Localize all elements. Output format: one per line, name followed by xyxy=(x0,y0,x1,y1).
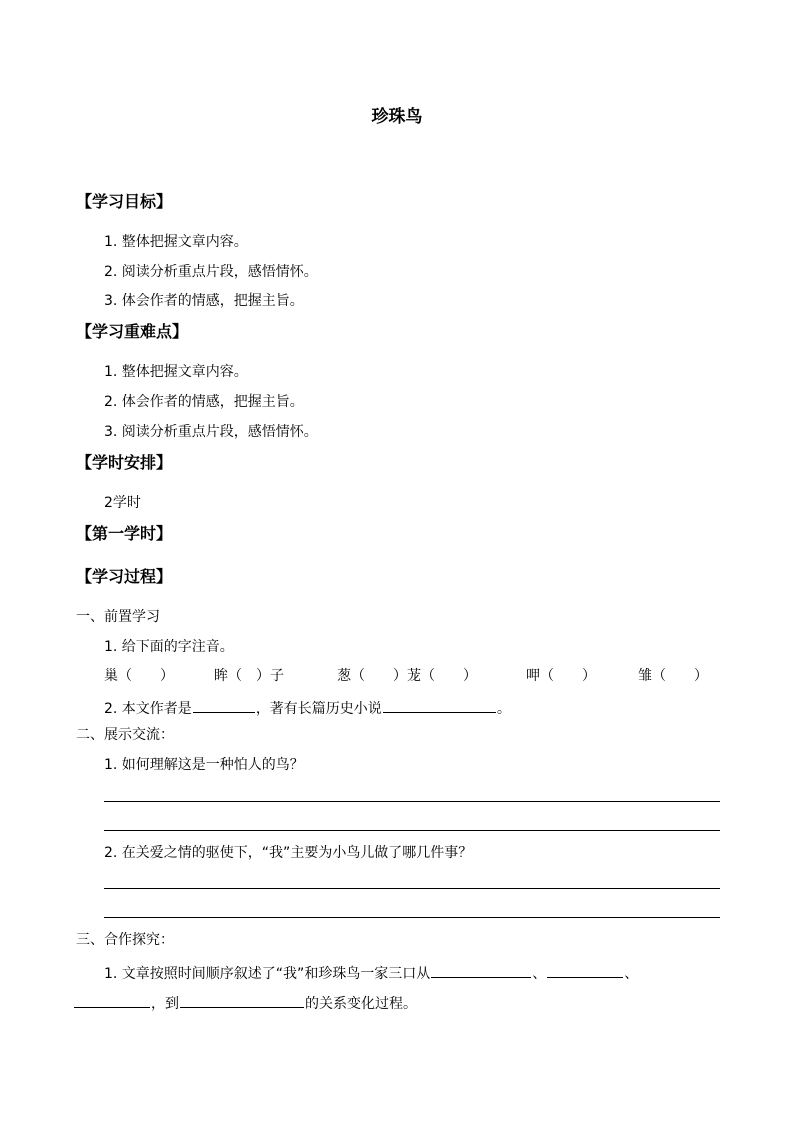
relationship-blank[interactable] xyxy=(431,963,531,978)
part-title-preview: 一、前置学习 xyxy=(76,609,160,625)
separator: 、 xyxy=(532,966,547,982)
section-heading-key-points: 【学习重难点】 xyxy=(76,322,189,341)
separator: 、 xyxy=(624,966,639,982)
question-author-middle: ，著有长篇历史小说 xyxy=(255,701,382,717)
answer-line[interactable] xyxy=(104,917,720,918)
question-author-prefix: 2. 本文作者是 xyxy=(104,701,192,717)
section-heading-first-period: 【第一学时】 xyxy=(76,524,173,543)
pinyin-char: 葱（ ）茏（ ） xyxy=(337,668,477,684)
answer-line[interactable] xyxy=(104,888,720,889)
part-title-exchange: 二、展示交流： xyxy=(76,727,174,743)
question-author xyxy=(104,698,511,716)
key-point-item: 1. 整体把握文章内容。 xyxy=(104,364,248,380)
author-blank[interactable] xyxy=(193,698,255,713)
section-heading-process: 【学习过程】 xyxy=(76,567,173,586)
section-heading-objectives: 【学习目标】 xyxy=(76,192,173,211)
question-author-suffix: 。 xyxy=(496,701,511,717)
pinyin-char: 眸（ ）子 xyxy=(214,668,284,684)
key-point-item: 2. 体会作者的情感，把握主旨。 xyxy=(104,394,304,410)
answer-line[interactable] xyxy=(104,801,720,802)
question-what-done: 2. 在关爱之情的驱使下，“我”主要为小鸟儿做了哪几件事？ xyxy=(104,845,473,861)
novel-blank[interactable] xyxy=(383,698,496,713)
question-relationship-suffix: 的关系变化过程。 xyxy=(305,996,417,1012)
objective-item: 2. 阅读分析重点片段，感悟情怀。 xyxy=(104,264,318,280)
part-title-inquiry: 三、合作探究： xyxy=(76,932,174,948)
relationship-blank[interactable] xyxy=(74,993,150,1008)
schedule-text: 2学时 xyxy=(104,495,141,511)
question-pinyin: 1. 给下面的字注音。 xyxy=(104,639,234,655)
answer-line[interactable] xyxy=(104,830,720,831)
relationship-blank[interactable] xyxy=(180,993,304,1008)
question-relationship-mid: ，到 xyxy=(151,996,179,1012)
pinyin-char: 呷（ ） xyxy=(526,668,596,684)
objective-item: 1. 整体把握文章内容。 xyxy=(104,234,248,250)
question-fearful-bird: 1. 如何理解这是一种怕人的鸟？ xyxy=(104,757,304,773)
question-relationship-line1 xyxy=(104,963,638,981)
section-heading-schedule: 【学时安排】 xyxy=(76,453,173,472)
pinyin-char: 巢（ ） xyxy=(104,668,174,684)
question-relationship-prefix: 1. 文章按照时间顺序叙述了“我”和珍珠鸟一家三口从 xyxy=(104,966,431,982)
question-relationship-line2 xyxy=(73,993,417,1011)
page-title: 珍珠鸟 xyxy=(371,107,423,127)
pinyin-char: 雏（ ） xyxy=(638,668,708,684)
key-point-item: 3. 阅读分析重点片段，感悟情怀。 xyxy=(104,424,318,440)
relationship-blank[interactable] xyxy=(547,963,623,978)
objective-item: 3. 体会作者的情感，把握主旨。 xyxy=(104,293,304,309)
